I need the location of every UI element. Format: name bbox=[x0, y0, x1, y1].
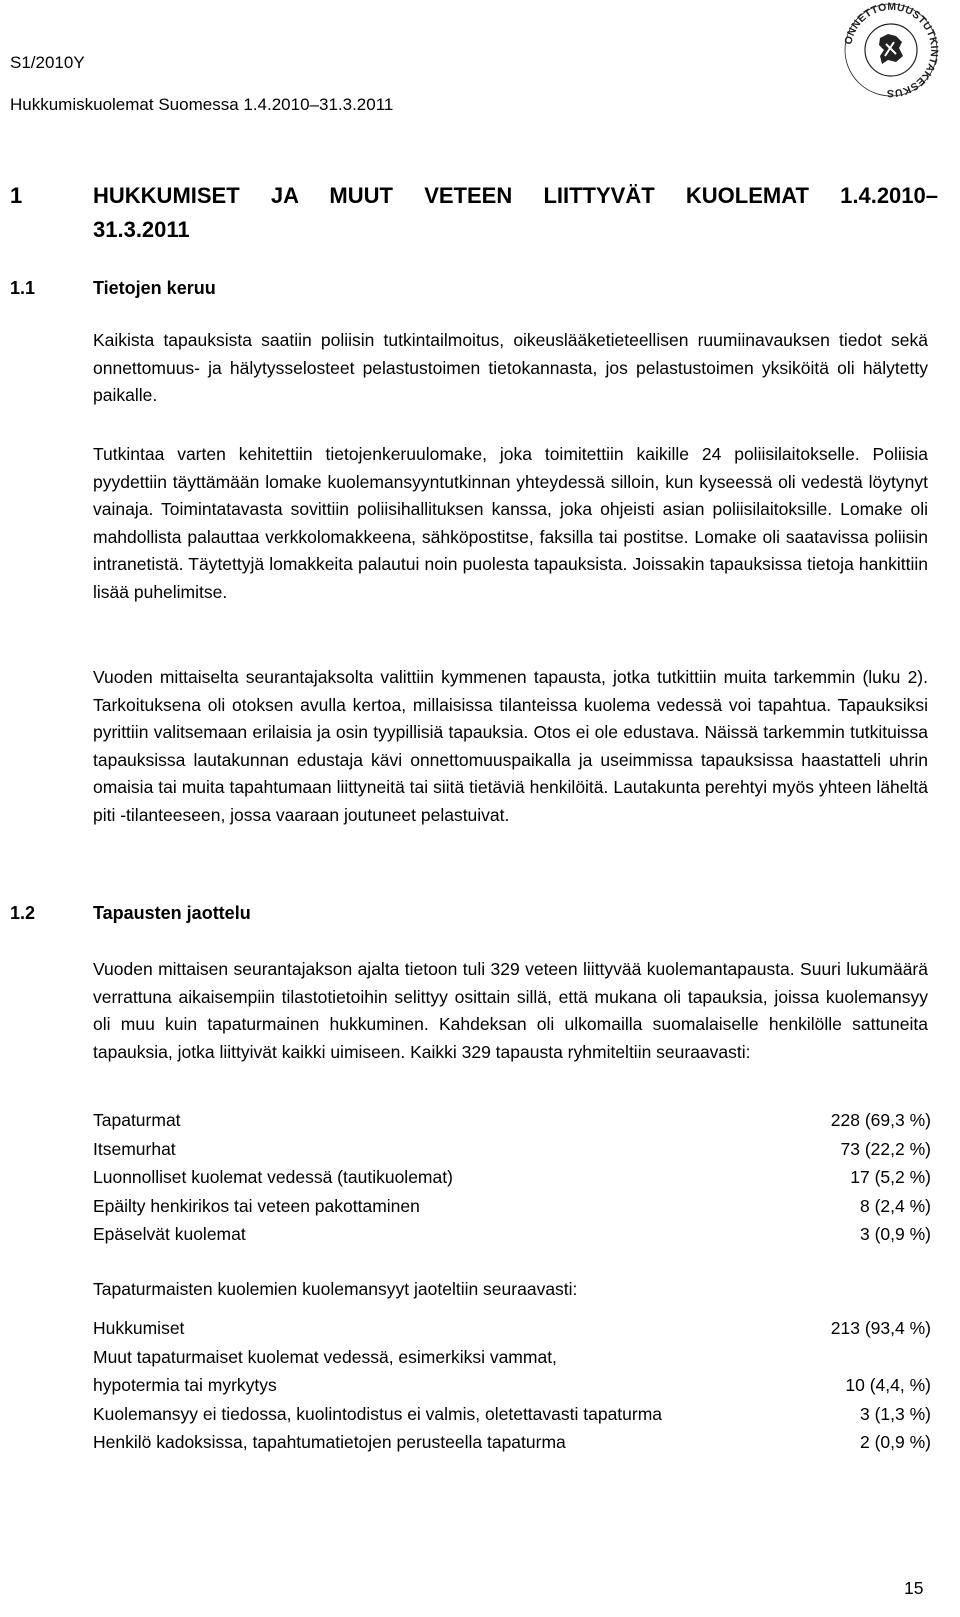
row-label: Kuolemansyy ei tiedossa, kuolintodistus ei valmis, oletettavasti tapaturma bbox=[93, 1403, 663, 1424]
row-label: Muut tapaturmaiset kuolemat vedessä, esimerkiksi vammat, bbox=[93, 1346, 557, 1367]
section-title: Tapausten jaottelu bbox=[93, 903, 251, 923]
row-value: 10 (4,4, %) bbox=[845, 1375, 931, 1395]
table-row bbox=[93, 1135, 931, 1164]
table-row bbox=[93, 1371, 931, 1400]
row-value: 213 (93,4 %) bbox=[830, 1318, 931, 1338]
paragraph: Vuoden mittaisen seurantajakson ajalta tietoon tuli 329 veteen liittyvää kuolemantapausta. Suuri lukumäärä verrattuna aikaisempiin tilastotietoihin selittyy osittain sillä, että mukana oli tapauksia, joissa kuolemansyy oli muu kuin tapaturmainen hukkuminen. Kahdeksan oli ulkomailla suomalaiselle henkilölle sattuneita tapauksia, jotka liittyivät kaikki uimiseen. Kaikki 329 tapausta ryhmiteltiin seuraavasti: bbox=[93, 959, 928, 1062]
accident-cause-table bbox=[93, 1314, 931, 1457]
page-number: 15 bbox=[904, 1578, 924, 1598]
paragraph: Tutkintaa varten kehitettiin tietojenkeruulomake, joka toimitettiin kaikille 24 poliisilaitokselle. Poliisia pyydettiin täyttämään lomake kuolemansyyntutkinnan yhteydessä silloin, kun kyseessä oli vedestä löytynyt vainaja. Toimintatavasta sovittiin poliisihallituksen kanssa, joka ohjeisti asian poliisilaitoksille. Lomake oli mahdollista palauttaa verkkolomakkeena, sähköpostitse, faksilla tai postitse. Lomake oli saatavissa poliisin intranetistä. Täytettyjä lomakkeita palautui noin puolesta tapauksista. Joissakin tapauksissa tietoja hankittiin lisää puhelimitse. bbox=[93, 444, 928, 602]
paragraph: Vuoden mittaiselta seurantajaksolta valittiin kymmenen tapausta, jotka tutkittiin muita tarkemmin (luku 2). Tarkoituksena oli otoksen avulla kertoa, millaisissa tilanteissa kuolema vedessä voi tapahtua. Tapauksiksi pyrittiin valitsemaan erilaisia ja osin tyypillisiä tapauksia. Otos ei ole edustava. Näissä tarkemmin tutkituissa tapauksissa lautakunnan edustaja kävi onnettomuuspaikalla ja useimmissa tapauksissa haastatteli uhrin omaisia tai muita tapahtumaan liittyneitä tai siitä tietäviä henkilöitä. Lautakunta perehtyi myös yhteen läheltä piti -tilanteeseen, jossa vaaraan joutuneet pelastuivat. bbox=[93, 667, 928, 825]
table-row bbox=[93, 1428, 931, 1457]
paragraph: Kaikista tapauksista saatiin poliisin tutkintailmoitus, oikeuslääketieteellisen ruumiinavauksen tiedot sekä onnettomuus- ja hälytysselosteet pelastustoimen tietokannasta, jos pelastustoimen yksiköitä oli hälytetty paikalle. bbox=[93, 330, 928, 406]
agency-seal-logo bbox=[836, 0, 946, 100]
row-label: Tapaturmat bbox=[93, 1110, 181, 1130]
table-row bbox=[93, 1192, 931, 1221]
table-row bbox=[93, 1343, 931, 1372]
row-label: Henkilö kadoksissa, tapahtumatietojen perusteella tapaturma bbox=[93, 1432, 566, 1452]
table-row bbox=[93, 1163, 931, 1192]
row-value: 17 (5,2 %) bbox=[850, 1167, 931, 1187]
row-label: Luonnolliset kuolemat vedessä (tautikuolemat) bbox=[93, 1167, 453, 1187]
row-label: Epäselvät kuolemat bbox=[93, 1224, 246, 1244]
chapter-title-line2: 31.3.2011 bbox=[93, 217, 190, 242]
row-label: Epäilty henkirikos tai veteen pakottaminen bbox=[93, 1195, 420, 1216]
svg-text:ONNETTOMUUSTUTKINTAKESKUS: ONNETTOMUUSTUTKINTAKESKUS bbox=[842, 0, 941, 100]
table-row bbox=[93, 1400, 931, 1429]
row-value: 228 (69,3 %) bbox=[830, 1110, 931, 1130]
section-number: 1.2 bbox=[10, 903, 36, 923]
chapter-number: 1 bbox=[10, 183, 23, 208]
table-row bbox=[93, 1314, 931, 1343]
row-value: 2 (0,9 %) bbox=[860, 1432, 931, 1452]
row-value: 3 (1,3 %) bbox=[860, 1403, 931, 1424]
row-value: 3 (0,9 %) bbox=[860, 1224, 931, 1244]
table-row bbox=[93, 1220, 931, 1249]
row-value: 73 (22,2 %) bbox=[840, 1138, 931, 1159]
report-code: S1/2010Y bbox=[10, 53, 85, 72]
section-number: 1.1 bbox=[10, 278, 36, 298]
section-title: Tietojen keruu bbox=[93, 278, 216, 298]
row-label: Itsemurhat bbox=[93, 1138, 176, 1159]
report-subtitle: Hukkumiskuolemat Suomessa 1.4.2010–31.3.2011 bbox=[10, 95, 394, 114]
case-breakdown-table bbox=[93, 1106, 931, 1249]
table-row bbox=[93, 1106, 931, 1135]
row-label: Hukkumiset bbox=[93, 1318, 185, 1338]
chapter-title-line1: HUKKUMISET JA MUUT VETEEN LIITTYVÄT KUOLEMAT 1.4.2010– bbox=[93, 183, 938, 208]
row-value: 8 (2,4 %) bbox=[860, 1195, 931, 1216]
row-label: hypotermia tai myrkytys bbox=[93, 1375, 277, 1395]
paragraph: Tapaturmaisten kuolemien kuolemansyyt jaoteltiin seuraavasti: bbox=[93, 1279, 578, 1299]
